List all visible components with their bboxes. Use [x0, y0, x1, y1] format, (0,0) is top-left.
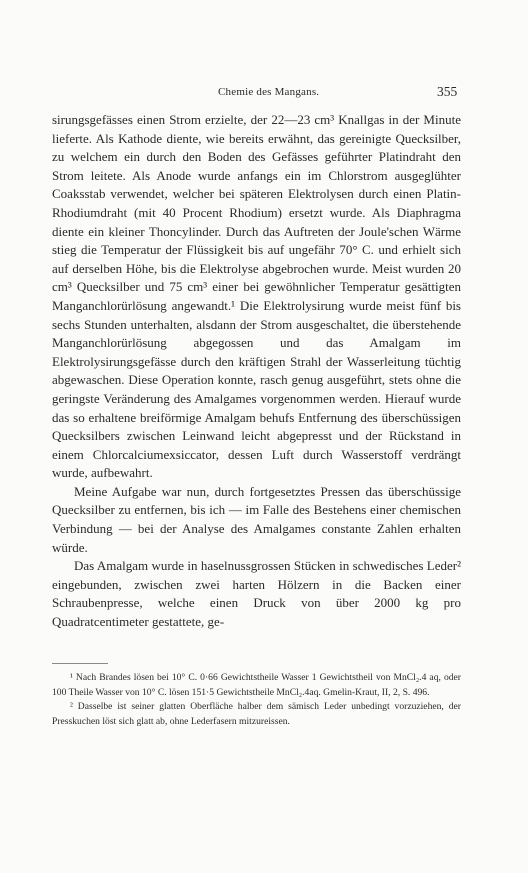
footnote-divider	[52, 663, 108, 664]
footnote: ² Dasselbe ist seiner glatten Oberfläche halber dem sämisch Leder unbedingt vorzuziehen, der Presskuchen löst sich glatt ab, ohne Lederfasern mitzureissen.	[52, 701, 461, 727]
footnotes	[52, 671, 461, 729]
page-number: 355	[437, 84, 458, 99]
footnote: ¹ Nach Brandes lösen bei 10° C. 0·66 Gewichtstheile Wasser 1 Gewichtstheil von MnCl₂.4 aq, oder 100 Theile Wasser von 10° C. lösen 151·5 Gewichtstheile MnCl₂.4aq. Gmelin-Kraut, II, 2, S. 496.	[52, 672, 461, 698]
paragraph: Das Amalgam wurde in haselnussgrossen Stücken in schwedisches Leder² eingebunden, zwischen zwei harten Hölzern in die Backen einer Schraubenpresse, welche einen Druck von über 2000 kg pro Quadratcentimeter gestattete, ge-	[52, 558, 461, 630]
page-header	[0, 86, 528, 104]
paragraph: Meine Aufgabe war nun, durch fortgesetztes Pressen das überschüssige Quecksilber zu entfernen, bis ich — im Falle des Bestehens einer chemischen Verbindung — bei der Analyse des Amalgames constante Zahlen erhalten würde.	[52, 483, 461, 555]
running-title: Chemie des Mangans.	[218, 86, 320, 98]
paragraph: sirungsgefässes einen Strom erzielte, der 22—23 cm³ Knallgas in der Minute lieferte. Als Kathode diente, wie bereits erwähnt, das gereinigte Quecksilber, zu welchem ein durch den Boden des Gefässes geführter Platindraht den Strom leitete. Als Anode wurde anfangs ein im Chlorstrom ausgeglühter Coaksstab verwendet, welcher bei späteren Elektrolysen durch einen Platin-Rhodiumdraht (mit 40 Procent Rhodium) ersetzt wurde. Als Diaphragma diente ein kleiner Thoncylinder. Durch das Auftreten der Joule'schen Wärme stieg die Temperatur der Flüssigkeit bis auf ungefähr 70° C. und erhielt sich auf derselben Höhe, bis die Elektrolyse abgebrochen wurde. Meist wurden 20 cm³ Quecksilber und 75 cm³ einer bei gewöhnlicher Temperatur gesättigten Manganchlorürlösung angewandt.¹ Die Elektrolysirung wurde meist fünf bis sechs Stunden unterhalten, alsdann der Strom ausgeschaltet, die überstehende Manganchlorürlösung abgegossen und das Amalgam im Elektrolysirungsgefässe durch den kräftigen Strahl der Wasserleitung tüchtig abgewaschen. Diese Operation konnte, rasch genug ausgeführt, stets ohne die geringste Veränderung des Amalgames vorgenommen werden. Hierauf wurde das so erhaltene breiförmige Amalgam behufs Entfernung des überschüssigen Quecksilbers zwischen Leinwand leicht abgepresst und der Rückstand in einem Chlorcalciumexsiccator, dessen Luft durch Wasserstoff verdrängt wurde, aufbewahrt.	[52, 112, 461, 481]
body-text	[52, 111, 461, 632]
